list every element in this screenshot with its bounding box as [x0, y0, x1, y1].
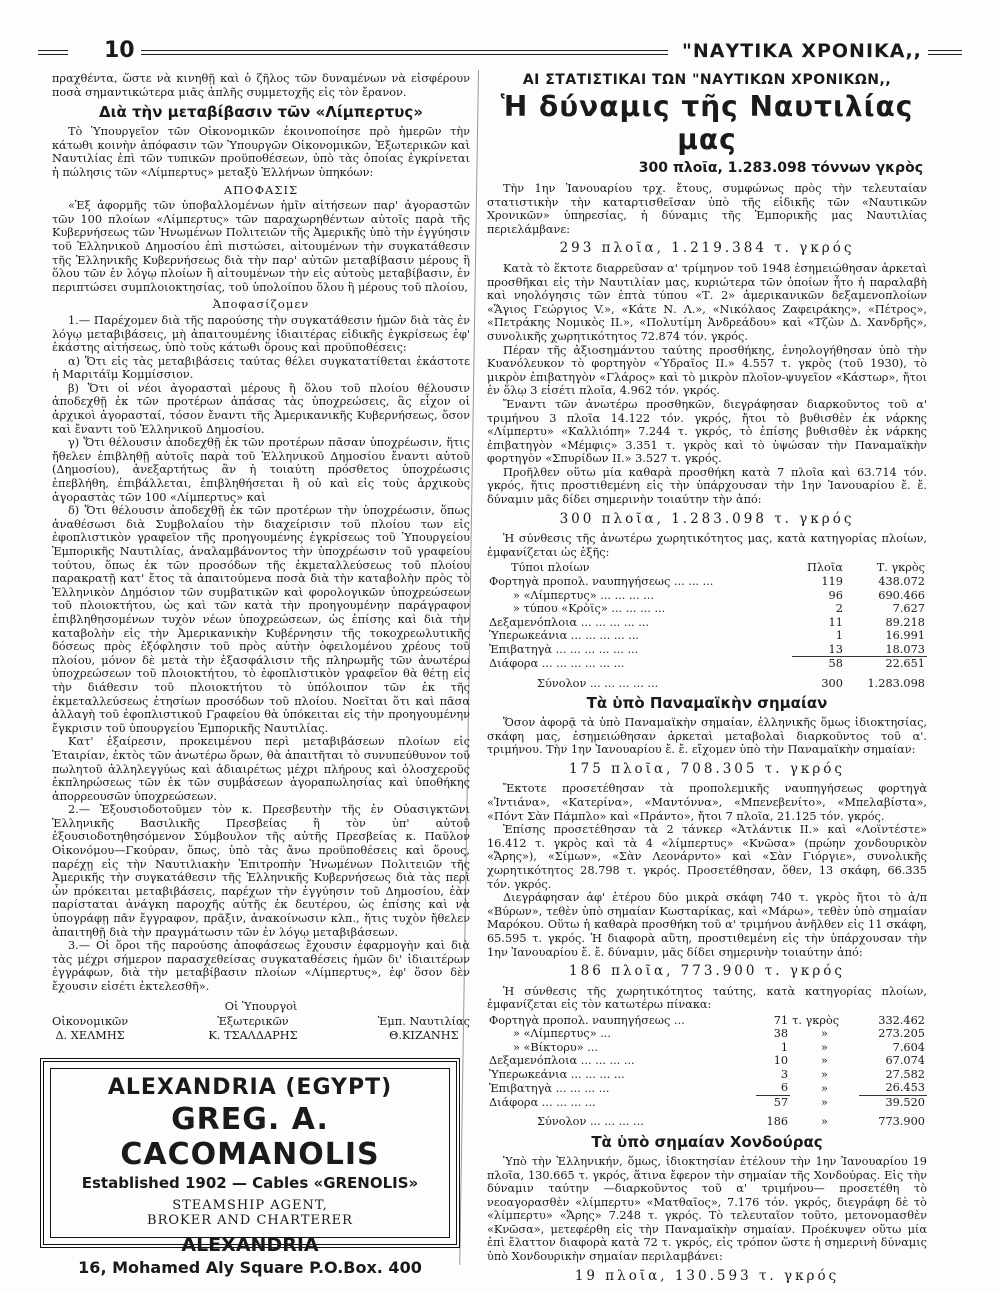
table-row: Δεξαμενόπλοια ... ... ... ... ... 11 89.218 [489, 615, 925, 629]
ad-company: GREG. A. CACOMANOLIS [120, 1102, 380, 1172]
signer [378, 1015, 470, 1043]
table-header-row [487, 561, 927, 575]
header-rule-middle [138, 50, 668, 55]
article-kicker: ΑΙ ΣΤΑΤΙΣΤΙΚΑΙ ΤΩΝ "ΝΑΥΤΙΚΩΝ ΧΡΟΝΙΚΩΝ,, [522, 72, 892, 88]
intro-paragraph: πραχθέντα, ὥστε νὰ κινηθῇ καὶ ὁ ζῆλος τῶν δυναμένων νὰ εἰσφέρουν ποσὰ σημαντικώτερα μιᾶς ἁπλῆς συμμετοχῆς εἰς τὸν ἔρανον. [52, 72, 470, 99]
article-title: Ἡ δύναμις τῆς Ναυτιλίας μας [500, 90, 914, 156]
fleet-composition-table [487, 561, 927, 690]
right-column [487, 72, 927, 1289]
signer-role: Ἐμπ. Ναυτιλίας [377, 1015, 470, 1029]
paragraph: Διεγράφησαν ἀφ' ἑτέρου δύο μικρὰ σκάφη 740 τ. γκρὸς ἤτοι τὸ ἀ/π «Βύρων», τεθὲν ὑπὸ σημαίαν Κωσταρίκας, καὶ «Μάρω», τεθὲν ὑπὸ σημαίαν Μαρόκου. Οὕτω ἡ καθαρὰ προσθήκη τοῦ α' τριμήνου ἀνῆλθεν εἰς 11 σκάφη, 65.595 τ. γκρός. Ἡ διαφορὰ αὕτη, προστιθεμένη εἰς τὴν ὑπάρχουσαν τὴν 1ην Ἰανουαρίου ἔ. ἔ. δύναμιν, μᾶς δίδει σημερινὴν τοιαύτην ἀπό: [487, 891, 927, 959]
signer-name: Θ.ΚΙΖΑΝΗΣ [389, 1029, 459, 1043]
fleet-figure: 186 πλοῖα, 773.900 τ. γκρός [569, 963, 845, 980]
running-header [38, 38, 962, 64]
paragraph: Πέραν τῆς ἀξιοσημάντου ταύτης προσθήκης, ἐνηολογήθησαν ὑπὸ τὴν Κυανόλευκον τὸ φορτηγὸν «Ὑδραῖος ΙΙ.» 4.557 τ. γκρὸς (τοῦ 1930), τὸ μικρὸν ἐπιβατηγὸν «Γλάρος» καὶ τὸ μικρὸν πλοῖον-ψυγεῖον «Κάστωρ», ἤτοι ἐν ὅλῳ 3 εἰσέτι πλοῖα, 4.962 τόν. γκρός. [487, 343, 927, 398]
table-row: » τύπου «Κρὸϊς» ... ... ... ... 2 7.627 [513, 602, 925, 616]
paragraph: Κατ' ἐξαίρεσιν, προκειμένου περὶ μεταβιβάσεων πλοίων εἰς Ἑταιρίαν, ἐκτὸς τῶν ἀνωτέρω ὅρων, θὰ ἀπαιτῆται τὸ συνυπεύθυνον τοῦ πωλητοῦ ἀλληλεγγύως καὶ ἀδιαιρέτως μέχρι πλήρους καὶ ὁλοσχεροῦς ἐκπληρώσεως τῶν ἐκ τῶν συμβάσεων ἀγοραπωλησίας καὶ ὑποθήκης ἀπορρεουσῶν ὑποχρεώσεων. [52, 735, 470, 803]
table-total-row: Σύνολον ... ... ... ... ... 300 1.283.098 [537, 676, 925, 690]
paragraph: 1.— Παρέχομεν διὰ τῆς παρούσης τὴν συγκατάθεσιν ἡμῶν διὰ τὰς ἐν λόγῳ μεταβιβάσεις, μὴ ἀπαιτουμένης ἰδιαιτέρας εἰδικῆς ἐγκρίσεως ἐφ' ἑκάστης αἰτήσεως, ὑπὸ τοὺς κάτωθι ὅρους καὶ προϋποθέσεις: [52, 313, 470, 355]
table-header: Τ. γκρὸς [876, 561, 925, 575]
table-row: » «Λίμπερτυς» ... ... ... ... 96 690.466 [513, 588, 925, 602]
paragraph: Κατὰ τὸ ἕκτοτε διαρρεῦσαν α' τρίμηνον τοῦ 1948 ἐσημειώθησαν ἀρκεταὶ προσθῆκαι εἰς τὴν Ναυτιλίαν μας, κυριώτερα τῶν ὁποίων ἦτο ἡ παραλαβὴ καὶ νηολόγησις τῶν ἑπτὰ τύπου «Τ. 2» ἀμερικανικῶν δεξαμενοπλοίων «Ἅγιος Γεώργιος V.», «Κάτε Ν. Λ.», «Νικόλαος Ζαφειράκης», «Πέτρος», «Πετράκης Νομικὸς ΙΙ.», «Πολυτίμη Ἀνδρεάδου» καὶ «Τζὼν Δ. Χανδρῆς», συνολικῆς χωρητικότητος 72.874 τόν. γκρός. [487, 261, 927, 343]
paragraph: «Ἐξ ἀφορμῆς τῶν ὑποβαλλομένων ἡμῖν αἰτήσεων παρ' ἀγοραστῶν τῶν 100 πλοίων «Λίμπερτυς» τῶν παραχωρηθέντων αὐτοῖς παρὰ τῆς Κυβερνήσεως τῶν Ἡνωμένων Πολιτειῶν τῆς Ἀμερικῆς ὑπὸ τὴν ἐγγύησιν τοῦ Ἑλληνικοῦ Δημοσίου ἐπὶ πιστώσει, αἰτουμένων τὴν συγκατάθεσιν τῆς Ἑλληνικῆς Κυβερνήσεως διὰ τὴν παρ' αὐτῶν μεταβίβασιν μέρους ἢ ὅλου τῶν ἐν λόγῳ πλοίων ἢ αἰτουμένων τὴν εἰς αὐτοὺς μεταβίβασιν, ἐν περιπτώσει συμπλοιοκτησίας, τοῦ ὑπολοίπου ὅλου ἢ μέρους τοῦ πλοίου, [52, 199, 470, 294]
paragraph: Ἡ σύνθεσις τῆς χωρητικότητος ταύτης, κατὰ κατηγορίας πλοίων, ἐμφανίζεται εἰς τὸν κατωτέρω πίνακα: [487, 984, 927, 1012]
table-row: Φορτηγὰ προπολ. ναυπηγήσεως ... 71 τ. γκρὸς 332.462 [489, 1013, 925, 1027]
masthead: "ΝΑΥΤΙΚΑ ΧΡΟΝΙΚΑ,, [676, 40, 928, 62]
table-header: Πλοῖα [807, 561, 843, 575]
paragraph: Ἔκτοτε προσετέθησαν τὰ προπολεμικῆς ναυπηγήσεως φορτηγὰ «Ἰντιάνα», «Κατερίνα», «Μαντόννα», «Μπενεβενίτο», «Μπελαβίστα», «Πόντ Σὰν Πάμπλο» καὶ «Πράντο», ἤτοι 7 πλοῖα, 21.125 τόν. γκρός. [487, 782, 927, 823]
ad-address: 16, Mohamed Aly Square P.O.Box. 400 [78, 1258, 422, 1277]
paragraph: Ὅσον ἀφορᾷ τὰ ὑπὸ Παναμαϊκὴν σημαίαν, ἑλληνικῆς ὅμως ἰδιοκτησίας, σκάφη μας, ἐσημειώθησαν ἀρκεταὶ μεταβολαὶ διαρκοῦντος τοῦ α'. τριμήνου. Τὴν 1ην Ἰανουαρίου ἔ. ἔ. εἴχομεν ὑπὸ τὴν Παναμαϊκὴν σημαίαν: [487, 716, 927, 757]
table-row: Διάφορα ... ... ... ... 57 » 39.520 [489, 1095, 925, 1109]
fleet-figure: 300 πλοῖα, 1.283.098 τ. γκρός [559, 510, 855, 527]
paragraph: Τὴν 1ην Ἰανουαρίου τρχ. ἔτους, συμφώνως πρὸς τὴν τελευταίαν στατιστικὴν τὴν καταρτισθεῖσαν ὑπὸ τῆς εἰδικῆς τῶν «Ναυτικῶν Χρονικῶν» ὑπηρεσίας, ἡ δύναμις τῆς Ἐμπορικῆς μας Ναυτιλίας περιελάμβανε: [487, 182, 927, 236]
paragraph: Ὑπὸ τὴν Ἑλληνικήν, ὅμως, ἰδιοκτησίαν ἐτέλουν τὴν 1ην Ἰανουαρίου 19 πλοῖα, 130.665 τ. γκρός, ἅτινα ἔφερον τὴν σημαίαν τῆς Χονδούρας. Εἰς τὴν δύναμιν ταύτην —διαρκοῦντος τοῦ α' τριμήνου— προσετέθη τὸ νεοαγορασθὲν «λίμπερτυ» «Ματθαῖος», 7.176 τόν. γκρός, διεγράφη δὲ τὸ «λίμπερτυ» «Ἄρης» 7.248 τ. γκρός. Τὸ τελευταῖον τοῦτο, μετονομασθὲν «Κνῶσα», μετεφέρθη εἰς τὴν Παναμαϊκὴν σημαίαν. Προέκυψεν οὕτω μία ἐπὶ ἔλαττον διαφορὰ κατὰ 72 τ. γκρός, εἰς τρόπον ὥστε ἡ σημερινὴ δύναμις ὑπὸ Χονδουρικὴν σημαίαν περιλαμβάνει: [487, 1154, 927, 1264]
signer-role: Οἰκονομικῶν [52, 1015, 129, 1029]
table-header: Τύποι πλοίων [511, 561, 590, 575]
signatures [52, 1015, 470, 1043]
fleet-figure: 293 πλοῖα, 1.219.384 τ. γκρός [559, 240, 855, 257]
table-row: Δεξαμενόπλοια ... ... ... ... 10 » 67.074 [489, 1054, 925, 1068]
signer [52, 1015, 128, 1043]
ad-service-1: STEAMSHIP AGENT, [172, 1198, 328, 1213]
decide-heading: Ἀποφασίζομεν [212, 297, 310, 312]
section-heading-panama: Τὰ ὑπὸ Παναμαϊκὴν σημαίαν [586, 694, 828, 713]
clause-a: α) Ὅτι εἰς τὰς μεταβιβάσεις ταύτας θέλει συγκατατίθεται ἑκάστοτε ἡ Μαριτάϊμ Κομμίσσιον. [52, 354, 470, 382]
article-subtitle: 300 πλοῖα, 1.283.098 τόννων γκρὸς [638, 160, 923, 176]
table-total-row: Σύνολον ... ... ... ... 186 » 773.900 [537, 1115, 925, 1129]
table-row: » «Βίκτορυ» ... 1 » 7.604 [513, 1040, 925, 1054]
advertisement-box [40, 1058, 460, 1277]
paragraph: Προῆλθεν οὕτω μία καθαρὰ προσθήκη κατὰ 7 πλοῖα καὶ 63.714 τόν. γκρός, ἥτις προστιθεμένη εἰς τὴν ὑπάρχουσαν τὴν 1ην Ἰανουαρίου ἔ. ἔ. δύναμιν μᾶς δίδει σημερινὴν τοιαύτην τὴν ἀπό: [487, 465, 927, 507]
page-number: 10 [98, 38, 141, 63]
left-column [52, 72, 470, 1043]
signer-role: Ἐξωτερικῶν [217, 1015, 289, 1029]
signer-name: Δ. ΧΕΛΜΗΣ [55, 1029, 125, 1043]
fleet-figure: 19 πλοῖα, 130.593 τ. γκρός [574, 1267, 840, 1284]
ad-service-2: BROKER AND CHARTERER [147, 1213, 353, 1228]
table-row: Ἐπιβατηγὰ ... ... ... ... ... ... 13 18.073 [489, 642, 925, 656]
clause-b: β) Ὅτι οἱ νέοι ἀγορασταὶ μέρους ἢ ὅλου τοῦ πλοίου θέλουσιν ἀποδεχθῇ ἐκ τῶν προτέρων ἁπάσας τὰς ὑποχρεώσεις, ἃς εἶχον οἱ ἀρχικοὶ ἀγορασταί, τόσον ἔναντι τῆς Ἀμερικανικῆς Κυβερνήσεως, ὅσον καὶ ἔναντι τοῦ Ἑλληνικοῦ Δημοσίου. [52, 381, 470, 436]
paragraph: Ἐπίσης προσετέθησαν τὰ 2 τάνκερ «Ἀτλάντικ ΙΙ.» καὶ «Λοϊντέστε» 16.412 τ. γκρὸς καὶ τὰ 4 «λίμπερτυς» «Κνῶσα» (πρώην χονδουρικὸν «Ἄρης»), «Σίμων», «Σὰν Λεονάρντο» καὶ «Σὰν Γιόργιε», συνολικῆς χωρητικότητος 28.798 τ. γκρός. Προσετέθησαν, ὅθεν, 13 σκάφη, 66.335 τόν. γκρός. [487, 823, 927, 891]
table-row: » «Λίμπερτυς» ... 38 » 273.205 [513, 1027, 925, 1041]
advertisement-inner [50, 1068, 450, 1277]
clause-d: δ) Ὅτι θέλουσιν ἀποδεχθῇ ἐκ τῶν προτέρων τὴν ὑποχρέωσιν, ὅπως ἀναθέσωσι διὰ Συμβολαίου τὴν διαχείρισιν τοῦ πλοίου των εἰς ἐφοπλιστικὸν γραφεῖον τῆς προηγουμένης ἐγκρίσεως τοῦ Ὑπουργείου Ἐμπορικῆς Ναυτιλίας, ἀναλαμβάνοντος τὴν ὑποχρέωσιν τοῦ γραφείου τούτου, ὅπως ἐκ τῶν προσόδων τῆς ἐκμεταλλεύσεως τοῦ πλοίου παρακρατῇ κατ' ἔτος τὰ ἀπαιτούμενα ποσὰ διὰ τὴν καταβολὴν πρὸς τὸ Ἑλληνικὸν Δημόσιον τῶν συμβατικῶν καὶ φορολογικῶν ὑποχρεώσεων τοῦ πλοιοκτήτου, ὡς καὶ τῶν κατὰ τὴν προηγουμένην παράγραφον ἐπιβληθησομένων τυχὸν νέων ὑποχρεώσεων, ὡς ἐπίσης καὶ διὰ τὴν καταβολὴν εἰς τὴν Ἀμερικανικὴν Κυβέρνησιν τῆς τοκοχρεωλυτικῆς δόσεως πρὸς ἐξόφλησιν τοῦ πρὸς αὐτὴν ὀφειλομένου χρέους τοῦ πλοίου, μόνον δὲ μετὰ τὴν ἐξασφάλισιν τῆς πληρωμῆς τῶν ἀνωτέρω ὑποχρεώσεων τοῦ πλοιοκτήτου, τὸ ἐφοπλιστικὸν γραφεῖον θὰ θέτῃ εἰς τὴν διάθεσιν τοῦ πλοιοκτήτου τὸ ὑπόλοιπον τῶν ἐκ τῆς ἐκμεταλλεύσεως ἐτησίων προσόδων τοῦ πλοίου. Νοεῖται ὅτι καὶ πᾶσα ἀλλαγὴ τοῦ ἐφοπλιστικοῦ Γραφείου θὰ ὑπόκειται εἰς τὴν προηγουμένην ἔγκρισιν τοῦ ὑπουργείου Ἐμπορικῆς Ναυτιλίας. [52, 504, 470, 735]
signers-header: Οἱ Ὑπουργοὶ [224, 999, 298, 1013]
signer-name: Κ. ΤΣΑΛΔΑΡΗΣ [208, 1029, 298, 1043]
header-rule-left [38, 50, 68, 55]
table-row: Ὑπερωκεάνια ... ... ... ... 3 » 27.582 [489, 1067, 925, 1081]
paragraph: 2.— Ἐξουσιοδοτοῦμεν τὸν κ. Πρεσβευτὴν τῆς ἐν Οὐασιγκτῶνι Ἑλληνικῆς Βασιλικῆς Πρεσβείας ἢ τὸν ὑπ' αὐτοῦ ἐξουσιοδοτηθησόμενον Σύμβουλον τῆς αὐτῆς Πρεσβείας κ. Παῦλον Οἰκονόμου—Γκούραν, ὅπως, ὑπὸ τὰς ἄνω προϋποθέσεις καὶ ὅρους, παρέχῃ εἰς τὴν Ναυτιλιακὴν Ἐπιτροπὴν Ἡνωμένων Πολιτειῶν τῆς Ἀμερικῆς τὴν συγκατάθεσιν τῆς Ἑλληνικῆς Κυβερνήσεως διὰ τὰς περὶ ὧν πρόκειται μεταβιβάσεις, παρέχων τὴν ἐγγύησιν τοῦ Δημοσίου, ἐὰν παρίσταται ἀνάγκη παροχῆς αὐτῆς ἐκ δευτέρου, ὡς ἐπίσης καὶ νὰ ὑπογράφῃ πᾶν ἔγγραφον, πρᾶξιν, ἀνακοίνωσιν κλπ., ἥτις τυχὸν ἤθελεν ἀπαιτηθῇ διὰ τὴν πραγμάτωσιν τῶν ἐν λόγῳ μεταβιβάσεων. [52, 803, 470, 939]
ad-location: ALEXANDRIA [181, 1234, 319, 1256]
clause-c: γ) Ὅτι θέλουσιν ἀποδεχθῇ ἐκ τῶν προτέρων πᾶσαν ὑποχρέωσιν, ἥτις ἤθελεν ἐπιβληθῇ αὐτοῖς παρὰ τοῦ Ἑλληνικοῦ Δημοσίου ἔναντι αὐτοῦ (Δημοσίου), ἀνεξαρτήτως ἂν ἡ τοιαύτη πρόσθετος ὑποχρέωσις ἐπεβλήθη, ἐπιβάλλεται, ἐπιβληθήσεται ἢ οὐ καὶ εἰς τοὺς ἀρχικοὺς ἀγοραστὰς τῶν 100 «Λίμπερτυς» καὶ [52, 436, 470, 504]
table-row: Ἐπιβατηγὰ ... ... ... ... 6 » 26.453 [489, 1081, 925, 1095]
paragraph: Ἡ σύνθεσις τῆς ἀνωτέρω χωρητικότητος μας, κατὰ κατηγορίας πλοίων, ἐμφανίζεται ὡς ἑξῆς: [487, 532, 927, 559]
signer [208, 1015, 297, 1043]
paragraph: 3.— Οἱ ὅροι τῆς παρούσης ἀποφάσεως ἔχουσιν ἐφαρμογὴν καὶ διὰ τὰς μέχρι σήμερον παρασχεθείσας συγκαταθέσεις ἡμῶν δι' ἰδιαιτέρων ἐγγράφων, διὰ τὴν μεταβίβασιν πλοίων «Λίμπερτυς», ἐφ' ὅσον δὲν ἔχουσιν εἰσέτι ἐκτελεσθῆ». [52, 939, 470, 993]
table-row: Διάφορα ... ... ... ... ... ... 58 22.651 [489, 656, 925, 671]
ad-city: ALEXANDRIA (EGYPT) [107, 1075, 393, 1100]
decision-heading: ΑΠΟΦΑΣΙΣ [223, 182, 299, 197]
ad-established: Established 1902 — Cables «GRENOLIS» [81, 1174, 419, 1192]
fleet-figure: 175 πλοῖα, 708.305 τ. γκρός [569, 760, 845, 777]
paragraph: Ἔναντι τῶν ἀνωτέρω προσθηκῶν, διεγράφησαν διαρκοῦντος τοῦ α' τριμήνου 3 πλοῖα 14.122 τόν. γκρός, ἤτοι τὸ βυθισθὲν ἐκ νάρκης «Λίμπερτυ» «Καλλιόπη» 7.244 τ. γκρός, τὸ ἐπίσης βυθισθὲν ἐκ νάρκης ἐπιβατηγὸν «Μέμφις» 3.351 τ. γκρὸς καὶ τὸ ὑψώσαν τὴν Παναμαϊκὴν φορτηγὸν «Σπυρίδων ΙΙ.» 3.527 τ. γκρός. [487, 397, 927, 466]
panama-composition-table [487, 1014, 927, 1129]
table-row: Φορτηγὰ προπολ. ναυπηγήσεως ... ... ... 119 438.072 [489, 575, 925, 589]
section-title: Διὰ τὴν μεταβίβασιν τῶν «Λίμπερτυς» [99, 103, 423, 122]
paragraph: Τὸ Ὑπουργεῖον τῶν Οἰκονομικῶν ἐκοινοποίησε πρὸ ἡμερῶν τὴν κάτωθι κοινὴν ἀπόφασιν τῶν Ὑπουργῶν Οἰκονομικῶν, Ἐξωτερικῶν καὶ Ναυτιλίας ἐπὶ τῶν τυπικῶν προϋποθέσεων, ὑπὸ τὰς ὁποίας ἐγκρίνεται ἡ πώλησις τῶν «Λίμπερτυς» μεταξὺ Ἑλλήνων ὑπηκόων: [52, 125, 470, 179]
section-heading-honduras: Τὰ ὑπὸ σημαίαν Χονδούρας [591, 1132, 823, 1151]
table-row: Ὑπερωκεάνια ... ... ... ... ... 1 16.991 [489, 629, 925, 643]
